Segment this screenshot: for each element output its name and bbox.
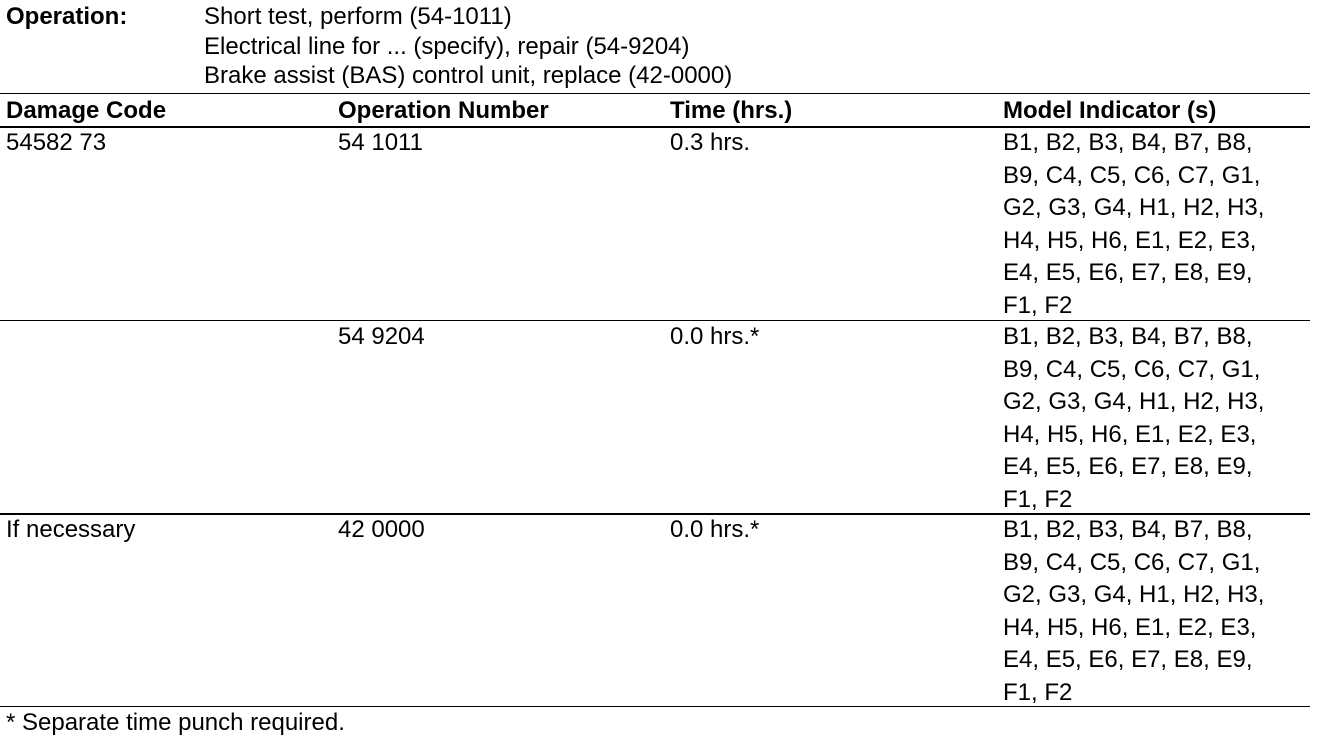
model-line: G2, G3, G4, H1, H2, H3,: [1003, 581, 1265, 608]
time-cell: 0.0 hrs.*: [670, 323, 760, 350]
header-operation-number: Operation Number: [338, 97, 549, 124]
time-cell: 0.3 hrs.: [670, 129, 751, 156]
model-indicator-cell: [1003, 321, 1264, 516]
operation-line: Electrical line for ... (specify), repair (54-9204): [204, 32, 690, 60]
model-line: B9, C4, C5, C6, C7, G1,: [1003, 548, 1261, 576]
model-indicator-cell: [1003, 127, 1264, 322]
operation-label: Operation:: [6, 3, 128, 30]
header-top-divider: [0, 93, 1000, 94]
model-line: G2, G3, G4, H1, H2, H3,: [1003, 388, 1265, 415]
operation-number-cell: 42 0000: [338, 516, 425, 543]
model-line: B1, B2, B3, B4, B7, B8,: [1003, 516, 1253, 543]
model-line: F1, F2: [1003, 485, 1073, 513]
operation-number-cell: 54 1011: [338, 129, 423, 156]
model-line: G2, G3, G4, H1, H2, H3,: [1003, 194, 1265, 221]
model-line: E4, E5, E6, E7, E8, E9,: [1003, 259, 1253, 286]
model-line: E4, E5, E6, E7, E8, E9,: [1003, 453, 1253, 480]
damage-code-cell: If necessary: [6, 516, 136, 543]
model-line: H4, H5, H6, E1, E2, E3,: [1003, 613, 1257, 641]
model-line: B9, C4, C5, C6, C7, G1,: [1003, 355, 1261, 383]
operation-number-cell: 54 9204: [338, 323, 425, 350]
model-line: F1, F2: [1003, 678, 1073, 706]
header-model-indicator: Model Indicator (s): [1003, 97, 1217, 124]
model-line: B9, C4, C5, C6, C7, G1,: [1003, 161, 1261, 189]
model-line: B1, B2, B3, B4, B7, B8,: [1003, 323, 1253, 350]
model-line: B1, B2, B3, B4, B7, B8,: [1003, 129, 1253, 156]
header-time: Time (hrs.): [670, 97, 793, 124]
model-line: E4, E5, E6, E7, E8, E9,: [1003, 646, 1253, 673]
model-line: H4, H5, H6, E1, E2, E3,: [1003, 226, 1257, 254]
footnote: * Separate time punch required.: [6, 709, 345, 736]
model-indicator-cell: [1003, 514, 1264, 709]
model-line: H4, H5, H6, E1, E2, E3,: [1003, 420, 1257, 448]
damage-code-cell: 54582 73: [6, 129, 107, 156]
operation-line: Brake assist (BAS) control unit, replace (42-0000): [204, 62, 733, 89]
operation-line: Short test, perform (54-1011): [204, 3, 512, 30]
time-cell: 0.0 hrs.*: [670, 516, 760, 543]
header-damage-code: Damage Code: [6, 97, 167, 124]
model-line: F1, F2: [1003, 291, 1073, 319]
operation-lines: [204, 2, 732, 91]
header-top-divider-right: [1000, 93, 1310, 94]
